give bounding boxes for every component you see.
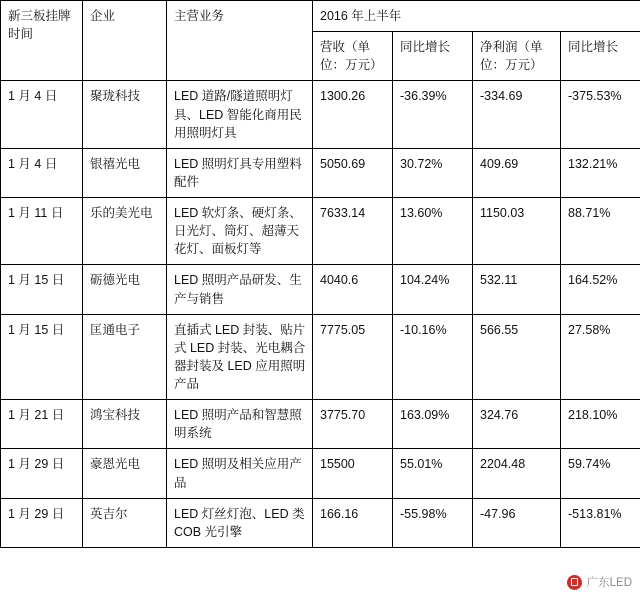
header-company: 企业 xyxy=(83,1,167,81)
cell-listing-date: 1 月 21 日 xyxy=(1,400,83,449)
cell-listing-date: 1 月 15 日 xyxy=(1,314,83,400)
cell-company: 砺德光电 xyxy=(83,265,167,314)
cell-company: 鸿宝科技 xyxy=(83,400,167,449)
cell-listing-date: 1 月 29 日 xyxy=(1,449,83,498)
cell-listing-date: 1 月 11 日 xyxy=(1,198,83,265)
table-row xyxy=(1,498,640,547)
cell-net-profit: -334.69 xyxy=(473,81,561,148)
cell-company: 乐的美光电 xyxy=(83,198,167,265)
cell-revenue: 4040.6 xyxy=(313,265,393,314)
cell-revenue-growth: 163.09% xyxy=(393,400,473,449)
cell-revenue-growth: 13.60% xyxy=(393,198,473,265)
cell-net-profit: 1150.03 xyxy=(473,198,561,265)
cell-profit-growth: 27.58% xyxy=(561,314,640,400)
cell-revenue-growth: 55.01% xyxy=(393,449,473,498)
header-net-profit: 净利润（单位：万元） xyxy=(473,32,561,81)
cell-net-profit: 324.76 xyxy=(473,400,561,449)
cell-listing-date: 1 月 4 日 xyxy=(1,148,83,197)
cell-revenue: 5050.69 xyxy=(313,148,393,197)
cell-business: LED 照明灯具专用塑料配件 xyxy=(167,148,313,197)
cell-profit-growth: 59.74% xyxy=(561,449,640,498)
cell-revenue-growth: -36.39% xyxy=(393,81,473,148)
cell-revenue: 3775.70 xyxy=(313,400,393,449)
cell-business: LED 照明产品和智慧照明系统 xyxy=(167,400,313,449)
table-row xyxy=(1,265,640,314)
cell-revenue: 15500 xyxy=(313,449,393,498)
cell-business: LED 软灯条、硬灯条、日光灯、筒灯、超薄天花灯、面板灯等 xyxy=(167,198,313,265)
cell-business: LED 照明及相关应用产品 xyxy=(167,449,313,498)
cell-company: 聚珑科技 xyxy=(83,81,167,148)
cell-company: 英吉尔 xyxy=(83,498,167,547)
header-business: 主营业务 xyxy=(167,1,313,81)
table-header xyxy=(1,1,640,81)
watermark-label: 广东LED xyxy=(586,577,632,589)
table-row xyxy=(1,314,640,400)
cell-profit-growth: 132.21% xyxy=(561,148,640,197)
table-row xyxy=(1,148,640,197)
watermark xyxy=(567,574,632,590)
camera-logo-icon xyxy=(567,575,582,590)
cell-profit-growth: -375.53% xyxy=(561,81,640,148)
cell-revenue-growth: 30.72% xyxy=(393,148,473,197)
cell-company: 银禧光电 xyxy=(83,148,167,197)
cell-revenue-growth: -55.98% xyxy=(393,498,473,547)
cell-revenue: 7775.05 xyxy=(313,314,393,400)
cell-revenue-growth: -10.16% xyxy=(393,314,473,400)
cell-company: 豪恩光电 xyxy=(83,449,167,498)
cell-business: LED 道路/隧道照明灯具、LED 智能化商用民用照明灯具 xyxy=(167,81,313,148)
cell-net-profit: 409.69 xyxy=(473,148,561,197)
header-profit-growth: 同比增长 xyxy=(561,32,640,81)
cell-revenue-growth: 104.24% xyxy=(393,265,473,314)
cell-profit-growth: 218.10% xyxy=(561,400,640,449)
cell-net-profit: -47.96 xyxy=(473,498,561,547)
header-revenue: 营收（单位：万元） xyxy=(313,32,393,81)
cell-revenue: 1300.26 xyxy=(313,81,393,148)
header-period-group: 2016 年上半年 xyxy=(313,1,640,32)
cell-profit-growth: -513.81% xyxy=(561,498,640,547)
header-revenue-growth: 同比增长 xyxy=(393,32,473,81)
cell-listing-date: 1 月 15 日 xyxy=(1,265,83,314)
header-listing-date: 新三板挂牌时间 xyxy=(1,1,83,81)
cell-profit-growth: 164.52% xyxy=(561,265,640,314)
cell-net-profit: 566.55 xyxy=(473,314,561,400)
cell-business: LED 照明产品研发、生产与销售 xyxy=(167,265,313,314)
cell-listing-date: 1 月 4 日 xyxy=(1,81,83,148)
table-row xyxy=(1,81,640,148)
cell-business: LED 灯丝灯泡、LED 类 COB 光引擎 xyxy=(167,498,313,547)
table-row xyxy=(1,400,640,449)
cell-company: 匡通电子 xyxy=(83,314,167,400)
cell-listing-date: 1 月 29 日 xyxy=(1,498,83,547)
cell-net-profit: 2204.48 xyxy=(473,449,561,498)
cell-revenue: 7633.14 xyxy=(313,198,393,265)
table-row xyxy=(1,449,640,498)
cell-business: 直插式 LED 封装、贴片式 LED 封装、光电耦合器封装及 LED 应用照明产品 xyxy=(167,314,313,400)
cell-profit-growth: 88.71% xyxy=(561,198,640,265)
header-row-top xyxy=(1,1,640,32)
table-body xyxy=(1,81,640,548)
cell-net-profit: 532.11 xyxy=(473,265,561,314)
cell-revenue: 166.16 xyxy=(313,498,393,547)
table-row xyxy=(1,198,640,265)
